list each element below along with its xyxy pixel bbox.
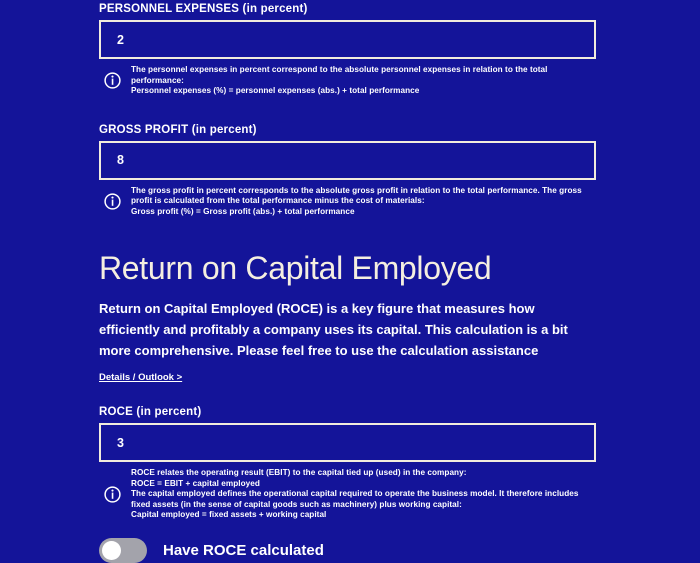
field-personnel-expenses: [99, 0, 596, 97]
field-gross-profit: [99, 123, 596, 218]
gross-profit-info-text: [131, 186, 596, 218]
info-line: Gross profit (%) = Gross profit (abs.) + total performance: [131, 206, 355, 216]
info-line: The gross profit in percent corresponds to the absolute gross profit in relation to the total performance. The gross profit is calculated from the total performance minus the cost of materials:: [131, 185, 582, 205]
info-circle-icon: [104, 486, 121, 503]
personnel-expenses-info: [99, 65, 596, 97]
personnel-expenses-info-text: [131, 65, 596, 97]
info-line: Capital employed = fixed assets + working capital: [131, 510, 327, 519]
gross-profit-info: [99, 186, 596, 218]
gross-profit-input[interactable]: [99, 141, 596, 180]
section-description: Return on Capital Employed (ROCE) is a key figure that measures how efficiently and profitably a company uses its capital. This calculation is a bit more comprehensive. Please feel free to use the calculation assistance: [99, 301, 568, 358]
info-line: ROCE = EBIT + capital employed: [131, 478, 260, 488]
have-roce-calculated-toggle[interactable]: [99, 538, 147, 563]
roce-label: ROCE (in percent): [99, 406, 202, 418]
form-page: [99, 0, 596, 563]
have-roce-calculated-label: Have ROCE calculated: [163, 541, 324, 559]
roce-info: [99, 468, 596, 521]
roce-section: [99, 249, 596, 385]
info-circle-icon: [104, 193, 121, 210]
roce-info-text: [131, 468, 596, 521]
page-title: Return on Capital Employed: [99, 250, 492, 286]
personnel-expenses-input[interactable]: [99, 20, 596, 59]
info-line: ROCE relates the operating result (EBIT) to the capital tied up (used) in the company:: [131, 468, 467, 477]
personnel-expenses-label: PERSONNEL EXPENSES (in percent): [99, 3, 308, 15]
roce-input[interactable]: [99, 423, 596, 462]
info-line: Personnel expenses (%) = personnel expenses (abs.) + total performance: [131, 86, 420, 95]
info-line: The capital employed defines the operational capital required to operate the business model. It therefore includes fixed assets (in the sense of capital goods such as machinery) plus working capital:: [131, 489, 579, 509]
info-line: The personnel expenses in percent correspond to the absolute personnel expenses in relation to the total performance:: [131, 65, 548, 85]
have-roce-calculated-row: [99, 538, 596, 563]
spacer: [99, 97, 596, 123]
toggle-knob: [102, 541, 121, 560]
details-outlook-link[interactable]: Details / Outlook >: [99, 372, 183, 383]
gross-profit-label: GROSS PROFIT (in percent): [99, 123, 257, 136]
info-circle-icon: [104, 72, 121, 89]
field-roce: [99, 405, 596, 521]
